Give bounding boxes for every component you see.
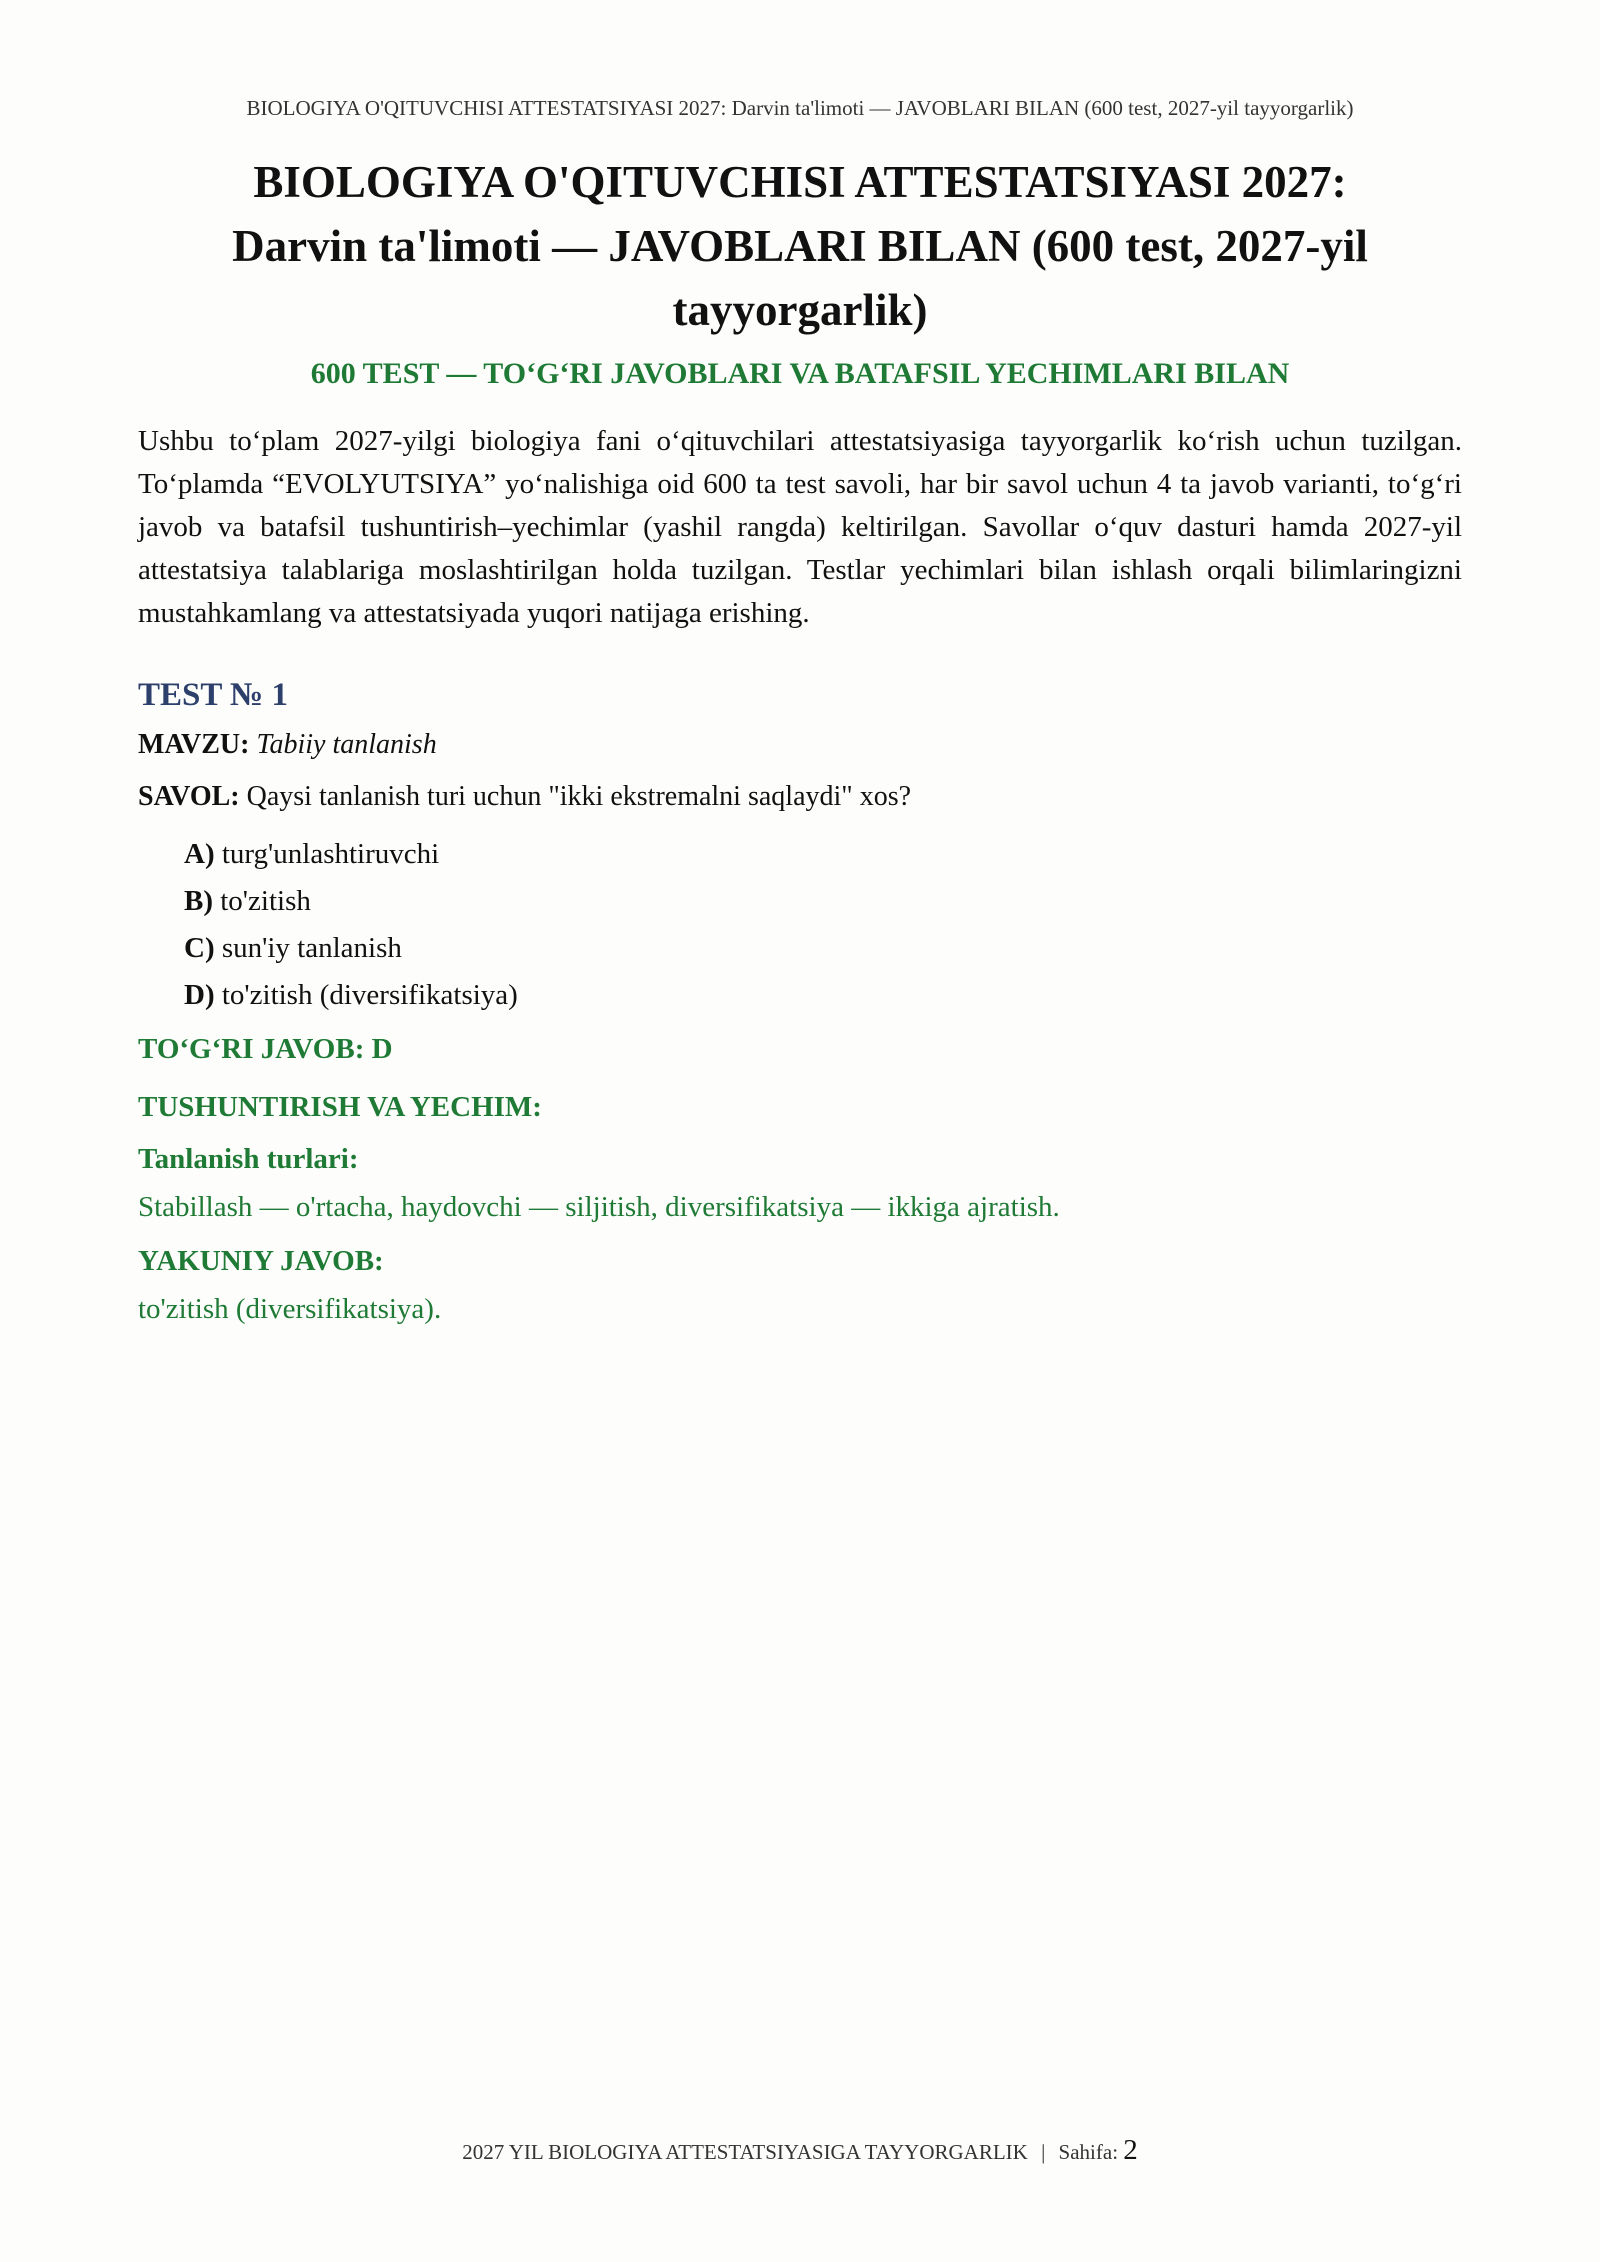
savol-value: Qaysi tanlanish turi uchun "ikki ekstremalni saqlaydi" xos? <box>246 781 912 812</box>
explanation-text: Stabillash — o'rtacha, haydovchi — siljitish, diversifikatsiya — ikkiga ajratish. <box>138 1191 1060 1223</box>
option-b <box>184 878 1462 925</box>
page-label: Sahifa: <box>1058 2140 1119 2164</box>
savol-label: SAVOL: <box>138 781 240 812</box>
title-line-3: tayyorgarlik) <box>672 285 928 335</box>
running-header: BIOLOGIYA O'QITUVCHISI ATTESTATSIYASI 2027: Darvin ta'limoti — JAVOBLARI BILAN (600 test, 2027-yil tayyorgarlik) <box>246 96 1354 120</box>
explanation-heading: TUSHUNTIRISH VA YECHIM: <box>138 1091 542 1123</box>
option-text: sun'iy tanlanish <box>221 932 402 964</box>
option-text: turg'unlashtiruvchi <box>221 838 440 870</box>
explanation-subheading: Tanlanish turlari: <box>138 1143 359 1175</box>
subtitle: 600 TEST — TO‘G‘RI JAVOBLARI VA BATAFSIL YECHIMLARI BILAN <box>310 357 1290 390</box>
option-letter: A) <box>184 838 215 870</box>
footer-text: 2027 YIL BIOLOGIYA ATTESTATSIYASIGA TAYYORGARLIK <box>462 2140 1028 2164</box>
page-content <box>138 150 1462 1329</box>
option-d <box>184 972 1462 1019</box>
test-heading: TEST № 1 <box>138 677 288 713</box>
title-line-1: BIOLOGIYA O'QITUVCHISI ATTESTATSIYASI 2027: <box>253 157 1347 207</box>
option-text: to'zitish (diversifikatsiya) <box>221 979 518 1011</box>
intro-paragraph: Ushbu to‘plam 2027-yilgi biologiya fani o‘qituvchilari attestatsiyasiga tayyorgarlik ko‘rish uchun tuzilgan. To‘plamda “EVOLYUTSIYA” yo‘nalishiga oid 600 ta test savoli, har bir savol uchun 4 ta javob varianti, to‘g‘ri javob va batafsil tushuntirish–yechimlar (yashil rangda) keltirilgan. Savollar o‘quv dasturi hamda 2027-yil attestatsiya talablariga moslashtirilgan holda tuzilgan. Testlar yechimlari bilan ishlash orqali bilimlaringizni mustahkamlang va attestatsiyada yuqori natijaga erishing. <box>138 425 1462 629</box>
savol-line <box>138 777 1462 817</box>
running-footer <box>0 2134 1600 2167</box>
mavzu-line <box>138 725 1462 765</box>
correct-answer: TO‘G‘RI JAVOB: D <box>138 1033 393 1065</box>
option-a <box>184 831 1462 878</box>
document-title <box>138 150 1462 342</box>
final-answer-text: to'zitish (diversifikatsiya). <box>138 1293 442 1325</box>
option-text: to'zitish <box>220 885 311 917</box>
answer-options <box>184 831 1462 1019</box>
mavzu-value: Tabiiy tanlanish <box>256 729 437 760</box>
option-letter: B) <box>184 885 213 917</box>
final-answer-heading: YAKUNIY JAVOB: <box>138 1245 384 1277</box>
option-letter: D) <box>184 979 215 1011</box>
option-c <box>184 925 1462 972</box>
option-letter: C) <box>184 932 215 964</box>
title-line-2: Darvin ta'limoti — JAVOBLARI BILAN (600 test, 2027-yil <box>232 221 1368 271</box>
mavzu-label: MAVZU: <box>138 729 250 760</box>
footer-separator: | <box>1041 2140 1046 2164</box>
page-number: 2 <box>1123 2134 1138 2166</box>
